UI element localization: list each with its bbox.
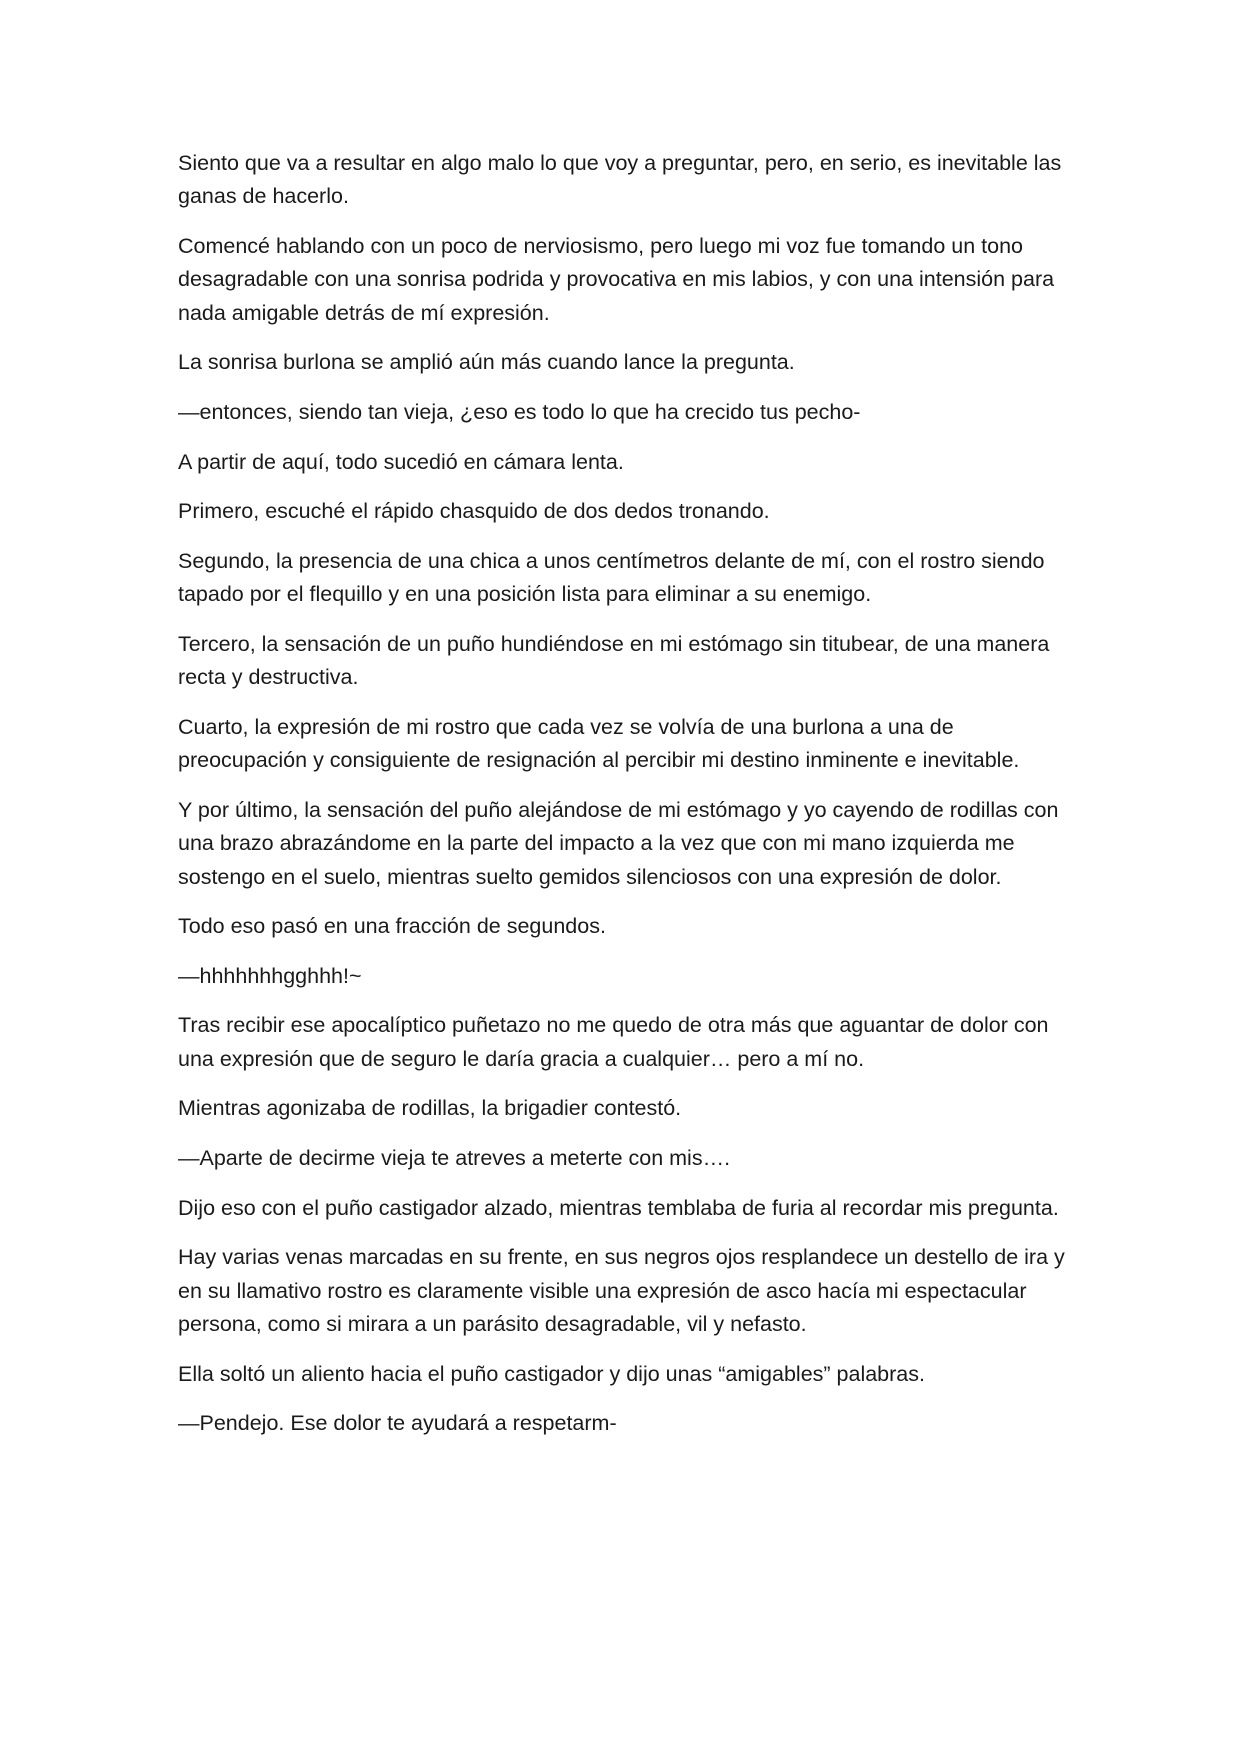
paragraph: Comencé hablando con un poco de nerviosismo, pero luego mi voz fue tomando un tono desagradable con una sonrisa podrida y provocativa en mis labios, y con una intensión para nada amigable detrás de mí expresión. [178, 234, 1055, 325]
document-body [178, 147, 1078, 1457]
paragraph: Dijo eso con el puño castigador alzado, mientras temblaba de furia al recordar mis pregunta. [178, 1195, 1059, 1220]
paragraph: Y por último, la sensación del puño alejándose de mi estómago y yo cayendo de rodillas con una brazo abrazándome en la parte del impacto a la vez que con mi mano izquierda me sostengo en el suelo, mientras suelto gemidos silenciosos con una expresión de dolor. [178, 797, 1059, 889]
paragraph: Segundo, la presencia de una chica a unos centímetros delante de mí, con el rostro siendo tapado por el flequillo y en una posición lista para eliminar a su enemigo. [178, 548, 1045, 607]
paragraph: Hay varias venas marcadas en su frente, en sus negros ojos resplandece un destello de ira y en su llamativo rostro es claramente visible una expresión de asco hacía mi espectacular persona, como si mirara a un parásito desagradable, vil y nefasto. [178, 1245, 1065, 1336]
paragraph: Ella soltó un aliento hacia el puño castigador y dijo unas “amigables” palabras. [178, 1361, 925, 1386]
paragraph: Siento que va a resultar en algo malo lo que voy a preguntar, pero, en serio, es inevitable las ganas de hacerlo. [178, 151, 1062, 209]
paragraph: Mientras agonizaba de rodillas, la brigadier contestó. [178, 1096, 682, 1121]
dialogue-line: —Aparte de decirme vieja te atreves a meterte con mis…. [178, 1145, 731, 1170]
paragraph: La sonrisa burlona se amplió aún más cuando lance la pregunta. [178, 350, 795, 375]
paragraph: Cuarto, la expresión de mi rostro que cada vez se volvía de una burlona a una de preocupación y consiguiente de resignación al percibir mi destino inminente e inevitable. [178, 714, 1020, 773]
paragraph: A partir de aquí, todo sucedió en cámara lenta. [178, 449, 624, 474]
paragraph: Tercero, la sensación de un puño hundiéndose en mi estómago sin titubear, de una manera recta y destructiva. [178, 631, 1050, 690]
paragraph: Todo eso pasó en una fracción de segundos. [178, 914, 606, 939]
dialogue-line: —entonces, siendo tan vieja, ¿eso es todo lo que ha crecido tus pecho- [178, 400, 861, 424]
paragraph: Primero, escuché el rápido chasquido de dos dedos tronando. [178, 499, 770, 524]
paragraph: Tras recibir ese apocalíptico puñetazo no me quedo de otra más que aguantar de dolor con una expresión que de seguro le daría gracia a cualquier… pero a mí no. [178, 1013, 1049, 1071]
dialogue-line: —Pendejo. Ese dolor te ayudará a respetarm- [178, 1411, 617, 1436]
dialogue-line: —hhhhhhhgghhh!~ [178, 963, 362, 988]
